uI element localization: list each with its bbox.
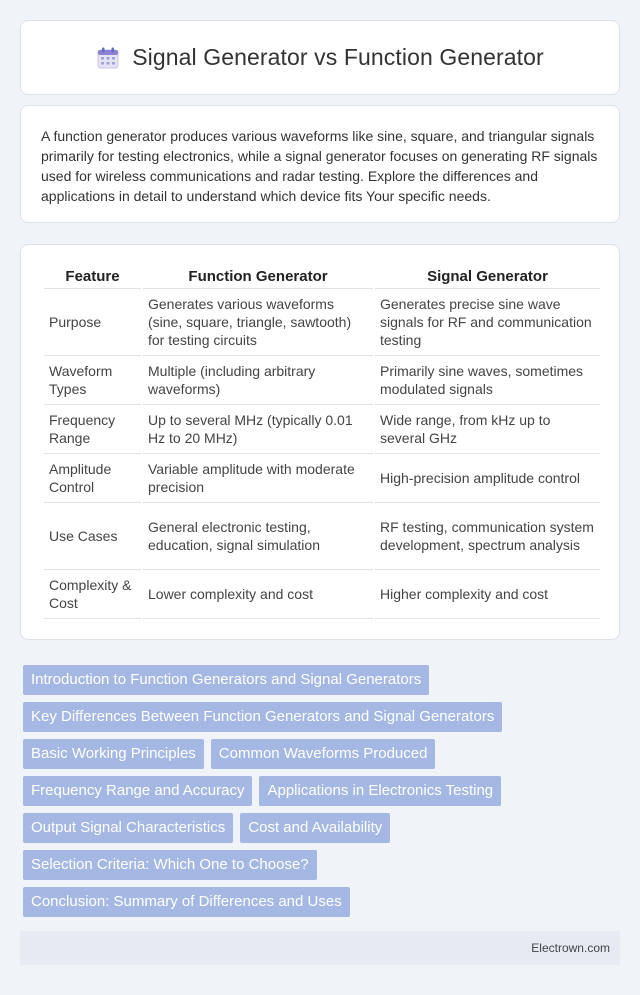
comparison-table (42, 265, 602, 619)
intro-text: A function generator produces various waveforms like sine, square, and triangular signals primarily for testing electronics, while a signal generator focuses on generating RF signals used for wireless communications and radar testing. Explore the differences and applications in detail to understand which device fits Your specific needs. (41, 128, 598, 204)
footer (20, 931, 620, 965)
topic-tags (23, 665, 623, 924)
table-cell: Primarily sine waves, sometimes modulated signals (375, 356, 600, 405)
tag-link[interactable]: Applications in Electronics Testing (259, 776, 501, 806)
table-cell: Up to several MHz (typically 0.01 Hz to 20 MHz) (143, 405, 373, 454)
header-signal-generator: Signal Generator (375, 265, 600, 289)
tag-row (23, 739, 623, 769)
table-cell: Variable amplitude with moderate precision (143, 454, 373, 503)
tag-row (23, 813, 623, 843)
table-cell: Waveform Types (44, 356, 141, 405)
table-cell: High-precision amplitude control (375, 454, 600, 503)
tag-row (23, 776, 623, 806)
table-row (44, 405, 600, 454)
title-wrap (96, 44, 544, 71)
table-cell: Frequency Range (44, 405, 141, 454)
table-cell: Lower complexity and cost (143, 570, 373, 619)
tag-link[interactable]: Selection Criteria: Which One to Choose? (23, 850, 317, 880)
comparison-table-card (20, 244, 620, 640)
table-cell: Purpose (44, 289, 141, 356)
table-cell: RF testing, communication system development, spectrum analysis (375, 503, 600, 570)
tag-link[interactable]: Key Differences Between Function Generators and Signal Generators (23, 702, 502, 732)
table-cell: Amplitude Control (44, 454, 141, 503)
footer-brand[interactable]: Electrown.com (531, 941, 610, 955)
tag-link[interactable]: Output Signal Characteristics (23, 813, 233, 843)
tag-link[interactable]: Introduction to Function Generators and Signal Generators (23, 665, 429, 695)
tag-link[interactable]: Frequency Range and Accuracy (23, 776, 252, 806)
table-cell: Multiple (including arbitrary waveforms) (143, 356, 373, 405)
header-function-generator: Function Generator (143, 265, 373, 289)
header-feature: Feature (44, 265, 141, 289)
tag-link[interactable]: Conclusion: Summary of Differences and Uses (23, 887, 350, 917)
tag-row (23, 850, 623, 880)
table-cell: General electronic testing, education, signal simulation (143, 503, 373, 570)
table-cell: Generates precise sine wave signals for RF and communication testing (375, 289, 600, 356)
table-cell: Generates various waveforms (sine, square, triangle, sawtooth) for testing circuits (143, 289, 373, 356)
table-row (44, 570, 600, 619)
intro-card (20, 105, 620, 223)
table-row (44, 356, 600, 405)
table-cell: Complexity & Cost (44, 570, 141, 619)
table-cell: Wide range, from kHz up to several GHz (375, 405, 600, 454)
tag-row (23, 665, 623, 695)
tag-row (23, 702, 623, 732)
tag-link[interactable]: Common Waveforms Produced (211, 739, 436, 769)
page-title: Signal Generator vs Function Generator (132, 44, 544, 70)
table-header-row (44, 265, 600, 289)
table-cell: Use Cases (44, 503, 141, 570)
tag-link[interactable]: Cost and Availability (240, 813, 390, 843)
table-cell: Higher complexity and cost (375, 570, 600, 619)
calendar-icon (96, 46, 120, 70)
tag-row (23, 887, 623, 917)
tag-link[interactable]: Basic Working Principles (23, 739, 204, 769)
header-card (20, 20, 620, 95)
table-row (44, 289, 600, 356)
table-row (44, 503, 600, 570)
table-row (44, 454, 600, 503)
